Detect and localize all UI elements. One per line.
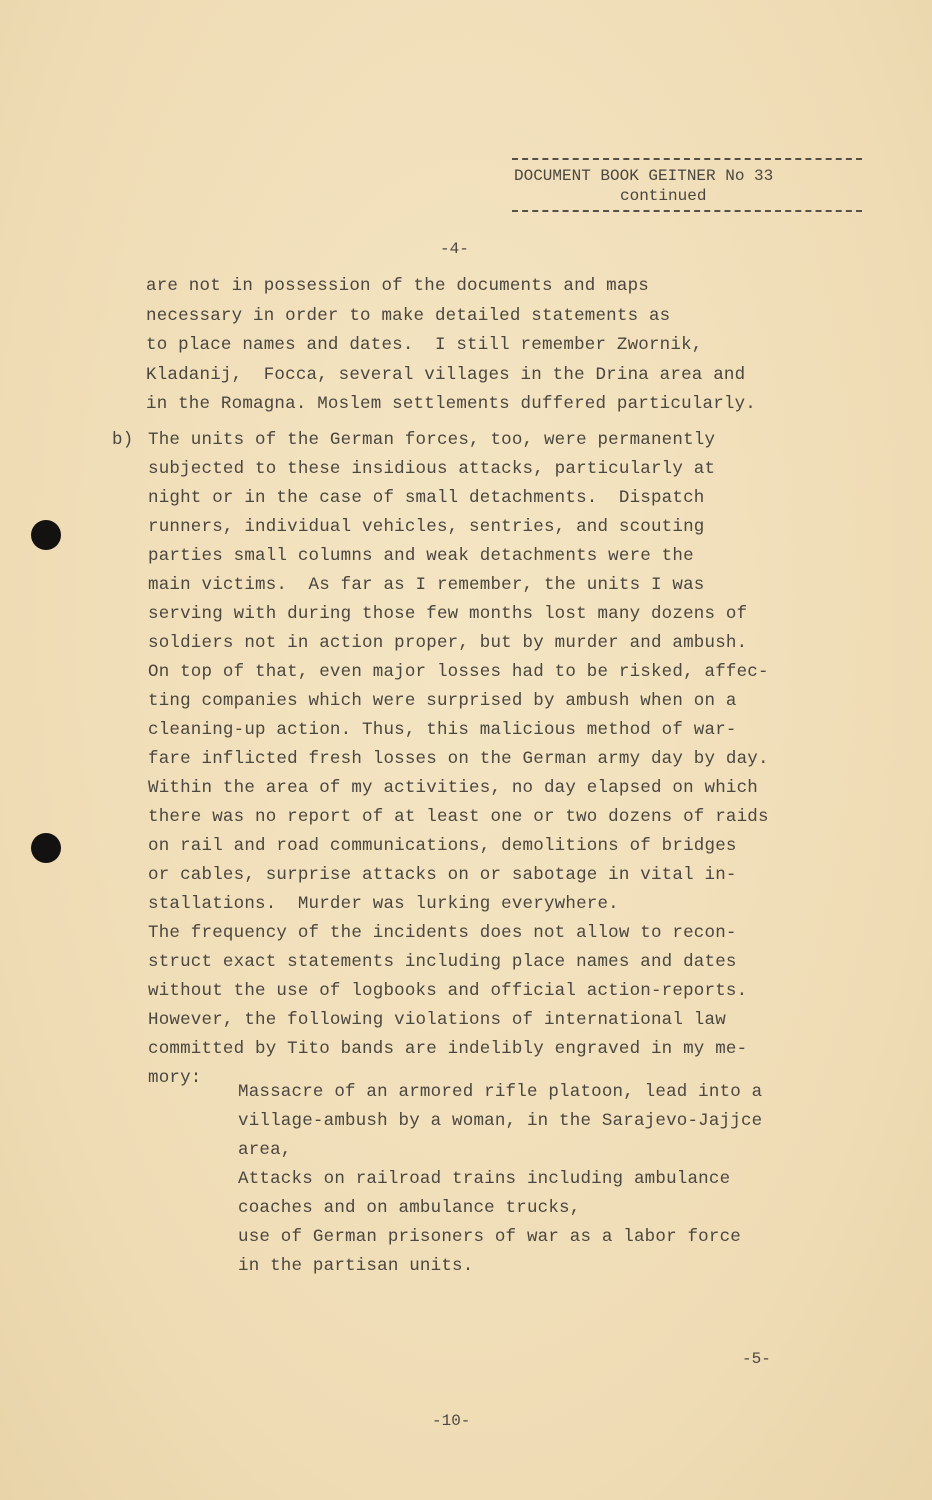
text-line: are not in possession of the documents and maps [146, 276, 649, 296]
text-line: cleaning-up action. Thus, this malicious method of war- [148, 720, 737, 740]
list-line: in the partisan units. [238, 1256, 474, 1276]
page-number: -4- [440, 240, 469, 258]
text-line: on rail and road communications, demolitions of bridges [148, 836, 737, 856]
list-line: coaches and on ambulance trucks, [238, 1198, 581, 1218]
list-line: village-ambush by a woman, in the Sarajevo-Jajjce [238, 1111, 763, 1131]
list-line: Massacre of an armored rifle platoon, lead into a [238, 1082, 763, 1102]
text-line: to place names and dates. I still remember Zwornik, [146, 335, 703, 355]
text-line: serving with during those few months lost many dozens of [148, 604, 748, 624]
text-line: night or in the case of small detachments. Dispatch [148, 488, 705, 508]
text-line: or cables, surprise attacks on or sabotage in vital in- [148, 865, 737, 885]
text-line: The frequency of the incidents does not allow to recon- [148, 923, 737, 943]
text-line: main victims. As far as I remember, the units I was [148, 575, 705, 595]
divider [512, 158, 862, 160]
text-line: mory: [148, 1068, 202, 1088]
text-line: soldiers not in action proper, but by murder and ambush. [148, 633, 748, 653]
text-line: On top of that, even major losses had to be risked, affec- [148, 662, 769, 682]
next-page-marker: -5- [742, 1350, 771, 1368]
header-subtitle: continued [620, 187, 707, 205]
punch-hole [31, 833, 61, 863]
list-line: use of German prisoners of war as a labor force [238, 1227, 741, 1247]
text-line: without the use of logbooks and official action-reports. [148, 981, 748, 1001]
text-line: fare inflicted fresh losses on the German army day by day. [148, 749, 769, 769]
text-line: Kladanij, Focca, several villages in the Drina area and [146, 364, 746, 385]
text-line: in the Romagna. Moslem settlements duffered particularly. [146, 394, 756, 414]
text-line: runners, individual vehicles, sentries, and scouting [148, 517, 705, 537]
text-line: there was no report of at least one or two dozens of raids [148, 807, 769, 827]
text-line: parties small columns and weak detachments were the [148, 546, 694, 566]
document-header [512, 158, 862, 212]
footer-page-number: -10- [432, 1412, 471, 1430]
list-marker: b) [112, 430, 134, 450]
text-line: The units of the German forces, too, were permanently [148, 430, 716, 450]
text-line: struct exact statements including place names and dates [148, 952, 737, 972]
punch-hole [31, 520, 61, 550]
text-line: committed by Tito bands are indelibly engraved in my me- [148, 1039, 748, 1059]
text-line: However, the following violations of international law [148, 1010, 726, 1030]
text-line: Within the area of my activities, no day elapsed on which [148, 778, 758, 798]
text-line: ting companies which were surprised by ambush when on a [148, 691, 737, 711]
text-line: subjected to these insidious attacks, particularly at [148, 459, 716, 479]
divider [512, 210, 862, 212]
list-line: Attacks on railroad trains including ambulance [238, 1169, 731, 1189]
text-line: necessary in order to make detailed statements as [146, 305, 671, 326]
header-title: DOCUMENT BOOK GEITNER No 33 [514, 167, 774, 185]
list-line: area, [238, 1140, 292, 1160]
text-line: stallations. Murder was lurking everywhere. [148, 894, 619, 914]
